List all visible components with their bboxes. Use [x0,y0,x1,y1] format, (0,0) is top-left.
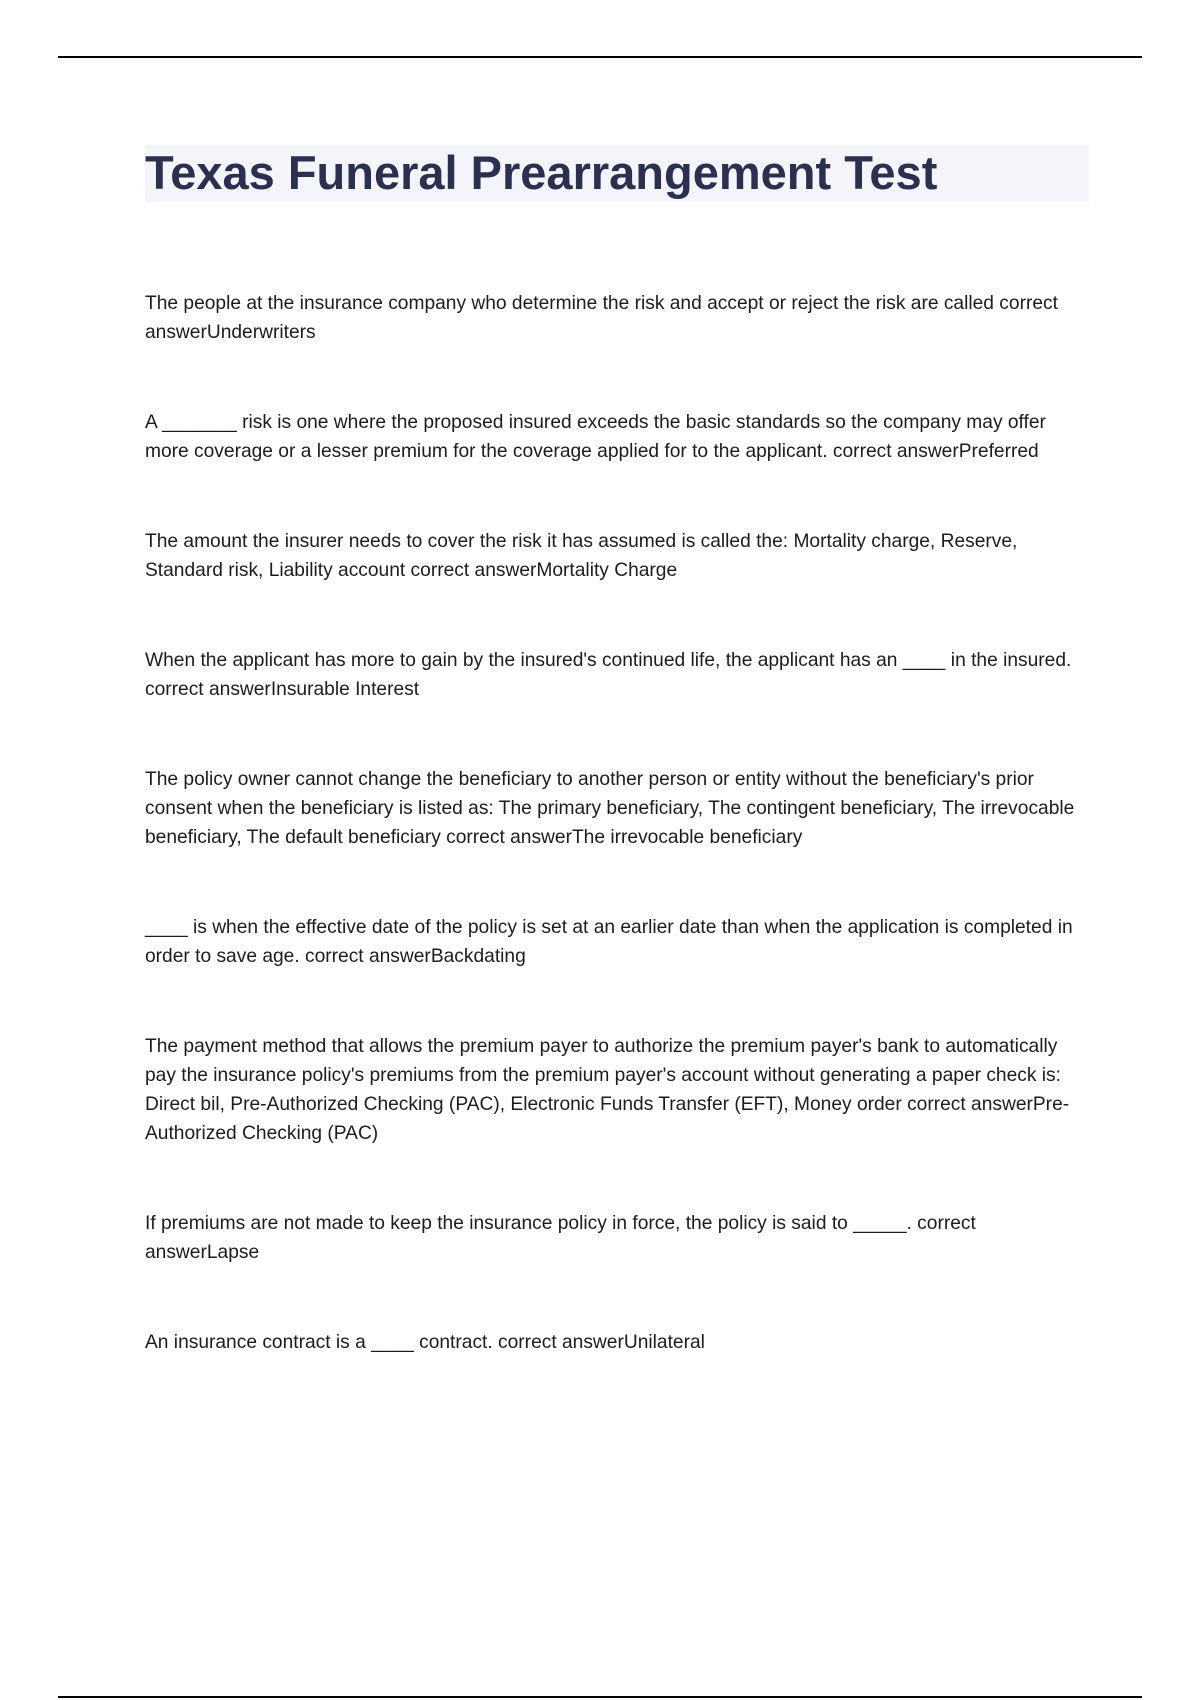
bottom-rule [58,1696,1142,1698]
question-item: If premiums are not made to keep the insurance policy in force, the policy is said to _____. correct answerLapse [145,1213,976,1263]
question-item: The people at the insurance company who determine the risk and accept or reject the risk are called correct answerUnderwriters [145,293,1058,343]
question-item: The amount the insurer needs to cover the risk it has assumed is called the: Mortality charge, Reserve, Standard risk, Liability account correct answerMortality Charge [145,531,1018,581]
question-item: When the applicant has more to gain by the insured's continued life, the applicant has an ____ in the insured. correct answerInsurable Interest [145,650,1072,700]
question-list [145,289,1085,1418]
top-rule [58,56,1142,58]
question-item: ____ is when the effective date of the policy is set at an earlier date than when the application is completed in order to save age. correct answerBackdating [145,917,1073,967]
question-item: A _______ risk is one where the proposed insured exceeds the basic standards so the company may offer more coverage or a lesser premium for the coverage applied for to the applicant. correct answerPreferred [145,412,1046,462]
question-item: The policy owner cannot change the beneficiary to another person or entity without the beneficiary's prior consent when the beneficiary is listed as: The primary beneficiary, The contingent beneficiary, The irrevocable beneficiary, The default beneficiary correct answerThe irrevocable beneficiary [145,769,1075,848]
page-title: Texas Funeral Prearrangement Test [145,146,938,199]
question-item: The payment method that allows the premium payer to authorize the premium payer's bank to automatically pay the insurance policy's premiums from the premium payer's account without generating a paper check is: Direct bil, Pre-Authorized Checking (PAC), Electronic Funds Transfer (EFT), Money order correct answerPre-Authorized Checking (PAC) [145,1036,1070,1144]
question-item: An insurance contract is a ____ contract. correct answerUnilateral [145,1332,705,1353]
